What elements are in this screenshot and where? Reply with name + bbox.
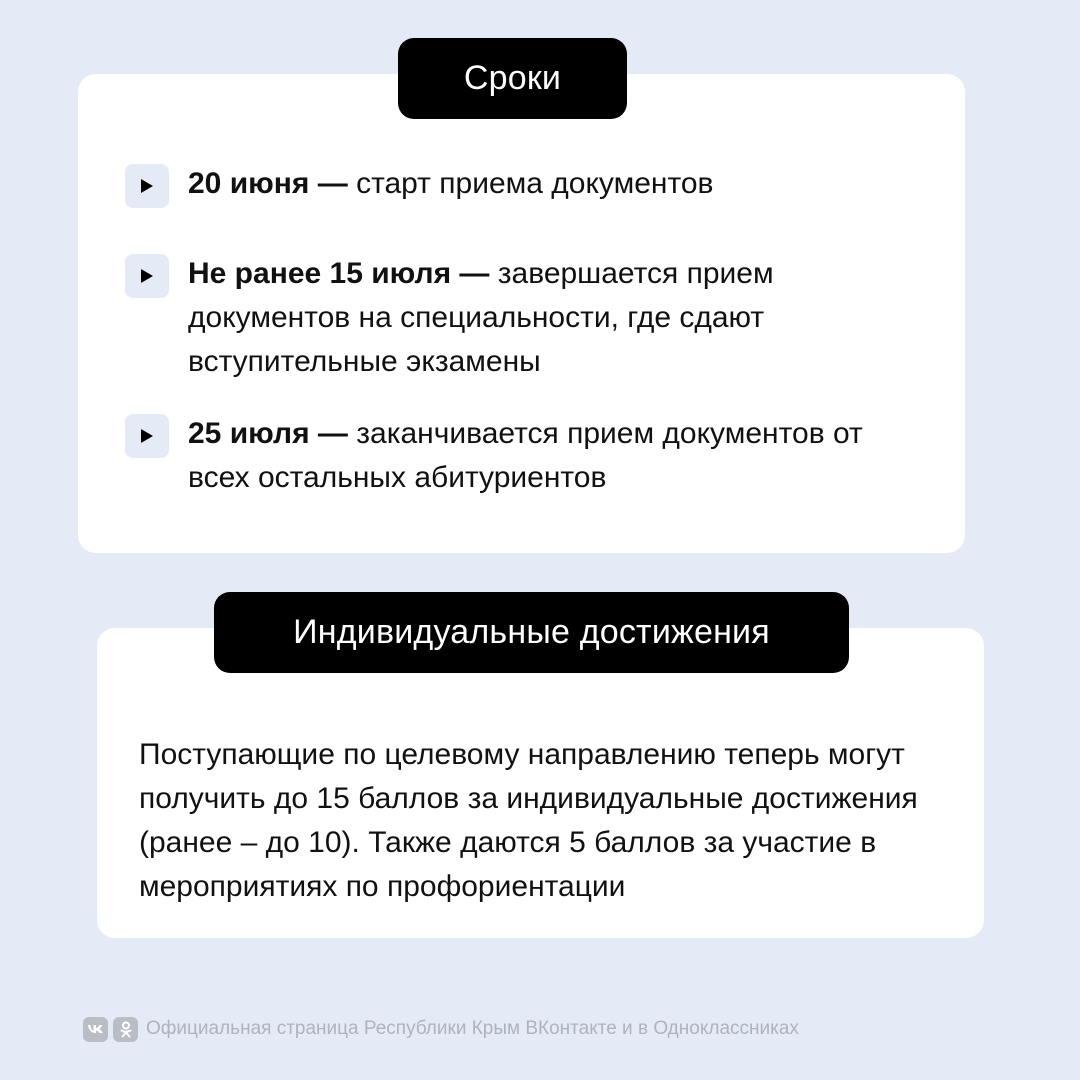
achievements-title: Индивидуальные достижения [214,592,849,673]
play-triangle-icon [125,414,169,458]
deadlines-title: Сроки [398,38,627,119]
play-triangle-icon [125,164,169,208]
ok-icon[interactable] [113,1017,138,1042]
deadline-description: заканчивается прием документов от всех остальных абитуриентов [188,417,863,494]
footer [83,1016,799,1042]
deadline-description: старт приема документов [347,167,714,200]
deadline-date: 20 июня — [188,167,348,200]
deadline-description: завершается прием документов на специальности, где сдают вступительные экзамены [188,257,774,378]
achievements-card [97,628,984,938]
deadlines-card [78,74,965,553]
vk-icon[interactable] [83,1017,108,1042]
deadline-text [188,252,928,384]
deadline-text [188,162,928,206]
play-triangle-icon [125,254,169,298]
deadline-date: 25 июля — [188,417,348,450]
deadline-text [188,412,928,500]
deadline-date: Не ранее 15 июля — [188,257,490,290]
achievements-text: Поступающие по целевому направлению теперь могут получить до 15 баллов за индивидуальные достижения (ранее – до 10). Также даются 5 баллов за участие в мероприятиях по профориентации [139,738,918,903]
footer-text: Официальная страница Республики Крым ВКонтакте и в Одноклассниках [146,1018,799,1039]
